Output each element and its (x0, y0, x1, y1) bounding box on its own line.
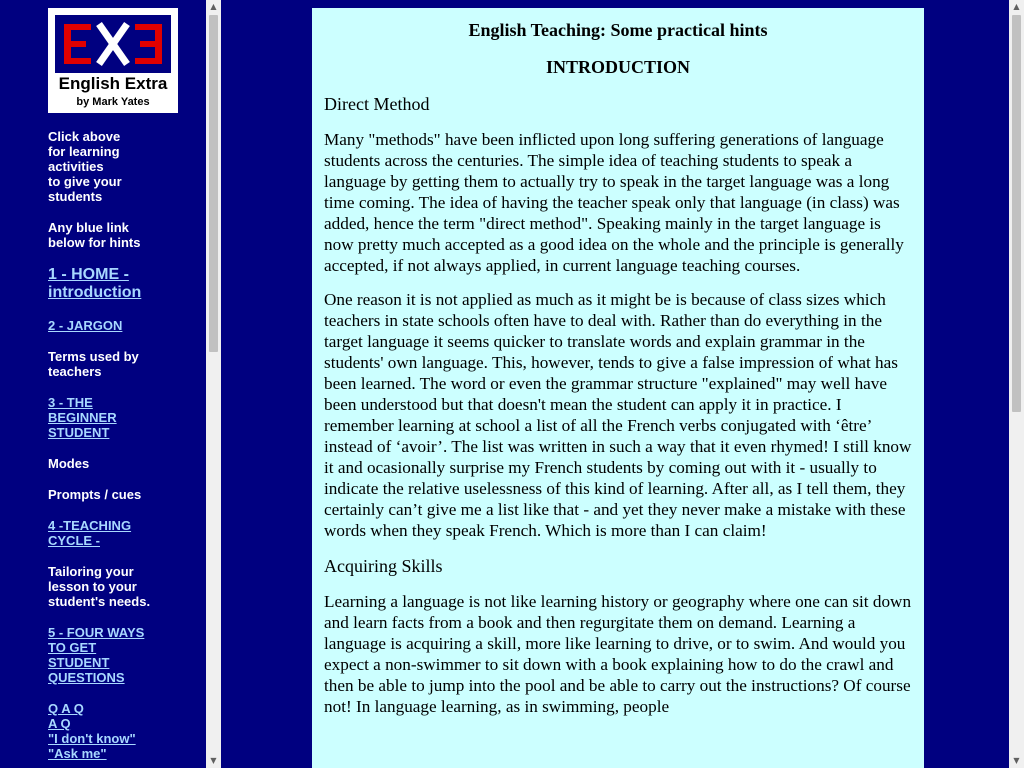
tailoring-line: lesson to your (48, 579, 137, 594)
nav-link-home-line[interactable]: introduction (48, 284, 142, 301)
nav-link-four-ways[interactable] (48, 625, 188, 685)
intro-line: for learning (48, 144, 120, 159)
nav-link-home[interactable] (48, 266, 188, 302)
terms-line: teachers (48, 364, 102, 379)
intro-line: students (48, 189, 103, 204)
exe-letters-icon (55, 15, 171, 73)
content-frame-scrollbar[interactable] (1009, 0, 1024, 768)
nav-link-four-ways-line[interactable]: STUDENT (48, 655, 110, 670)
hint-text (48, 220, 188, 250)
logo-subtitle: by Mark Yates (76, 96, 150, 108)
nav-link-teaching-cycle[interactable] (48, 518, 188, 548)
arrow-up-icon[interactable]: ▲ (1013, 2, 1020, 11)
nav-link-aq[interactable]: A Q (48, 716, 71, 731)
left-scrollbar-thumb[interactable] (209, 15, 218, 352)
intro-line: activities (48, 159, 104, 174)
nav-link-beginner-line[interactable]: STUDENT (48, 425, 110, 440)
hint-line: Any blue link (48, 220, 129, 235)
subheading-acquiring-skills: Acquiring Skills (324, 556, 443, 576)
intro-line: to give your (48, 174, 122, 189)
content-frame (226, 0, 1009, 768)
terms-text (48, 349, 188, 379)
arrow-down-icon[interactable]: ▼ (1013, 756, 1020, 765)
nav-link-qaq[interactable]: Q A Q (48, 701, 84, 716)
nav-link-home-line[interactable]: 1 - HOME - (48, 266, 129, 283)
nav-link-cycle-line[interactable]: CYCLE - (48, 533, 100, 548)
nav-link-four-ways-line[interactable]: QUESTIONS (48, 670, 125, 685)
nav-link-jargon[interactable]: 2 - JARGON (48, 318, 123, 333)
left-frame-scrollbar[interactable] (206, 0, 221, 768)
section-heading: INTRODUCTION (545, 57, 691, 77)
content-scrollbar-thumb[interactable] (1012, 15, 1021, 412)
terms-line: Terms used by (48, 349, 139, 364)
nav-link-dont-know[interactable]: "I don't know" (48, 731, 136, 746)
exe-logo-mark (55, 15, 171, 73)
hint-line: below for hints (48, 235, 141, 250)
paragraph: Learning a language is not like learning history or geography where one can sit down and learn facts from a book and then regurgitate them on demand. Learning a language is acquiring a skill, more like learning to drive, or to swim. And would you expect a non-swimmer to sit down with a book explaining how to do the crawl and then be able to jump into the pool and be able to carry out the instructions? Of course not! In language learning, as in swimming, people (324, 592, 912, 716)
nav-link-four-ways-line[interactable]: 5 - FOUR WAYS (48, 625, 145, 640)
nav-link-four-ways-line[interactable]: TO GET (48, 640, 97, 655)
english-extra-logo[interactable] (48, 8, 178, 113)
subheading-direct-method: Direct Method (324, 94, 430, 114)
article-panel (312, 8, 924, 768)
nav-link-cycle-line[interactable]: 4 -TEACHING (48, 518, 132, 533)
paragraph: Many "methods" have been inflicted upon long suffering generations of language students across the centuries. The simple idea of teaching students to speak a language by getting them to actually try to speak in the target language was a long time coming. The idea of having the teacher speak only that language (in class) was added, hence the term "direct method". Speaking mainly in the target language is now pretty much accepted as a good idea on the whole and the principle is generally accepted, if not always applied, in current language teaching courses. (324, 130, 904, 275)
tailoring-line: student's needs. (48, 594, 151, 609)
tailoring-text (48, 564, 188, 609)
logo-title: English Extra (58, 74, 168, 93)
arrow-down-icon[interactable]: ▼ (210, 756, 217, 765)
arrow-up-icon[interactable]: ▲ (210, 2, 217, 11)
tailoring-line: Tailoring your (48, 564, 134, 579)
article-title: English Teaching: Some practical hints (468, 20, 768, 40)
intro-text (48, 129, 188, 204)
paragraph: One reason it is not applied as much as it might be is because of class sizes which teachers in state schools often have to deal with. Rather than do everything in the target language it seems quicker to translate words and explain grammar in the students' own language. This, however, tends to give a false impression of what has been learned. The word or even the grammar structure "explained" may well have been understood but that doesn't mean the student can apply it in practice. I remember learning at school a list of all the French verbs conjugated with ‘être’ instead of ‘avoir’. The list was written in such a way that it even rhymed! I still know it and ocasionally surprise my French students by coming out with it - usually to indicate the relative uselessness of this kind of learning. After all, as I tell them, they certainly can’t give me a list like that - and yet they never make a mistake with these words when they speak French. Which is more than I can claim! (324, 290, 912, 540)
nav-link-beginner-line[interactable]: BEGINNER (48, 410, 117, 425)
nav-link-ask-me[interactable]: "Ask me" (48, 746, 107, 761)
nav-link-beginner-student[interactable] (48, 395, 188, 440)
prompts-text: Prompts / cues (48, 487, 142, 502)
left-nav-frame (0, 0, 206, 768)
modes-text: Modes (48, 456, 90, 471)
intro-line: Click above (48, 129, 121, 144)
nav-link-beginner-line[interactable]: 3 - THE (48, 395, 93, 410)
